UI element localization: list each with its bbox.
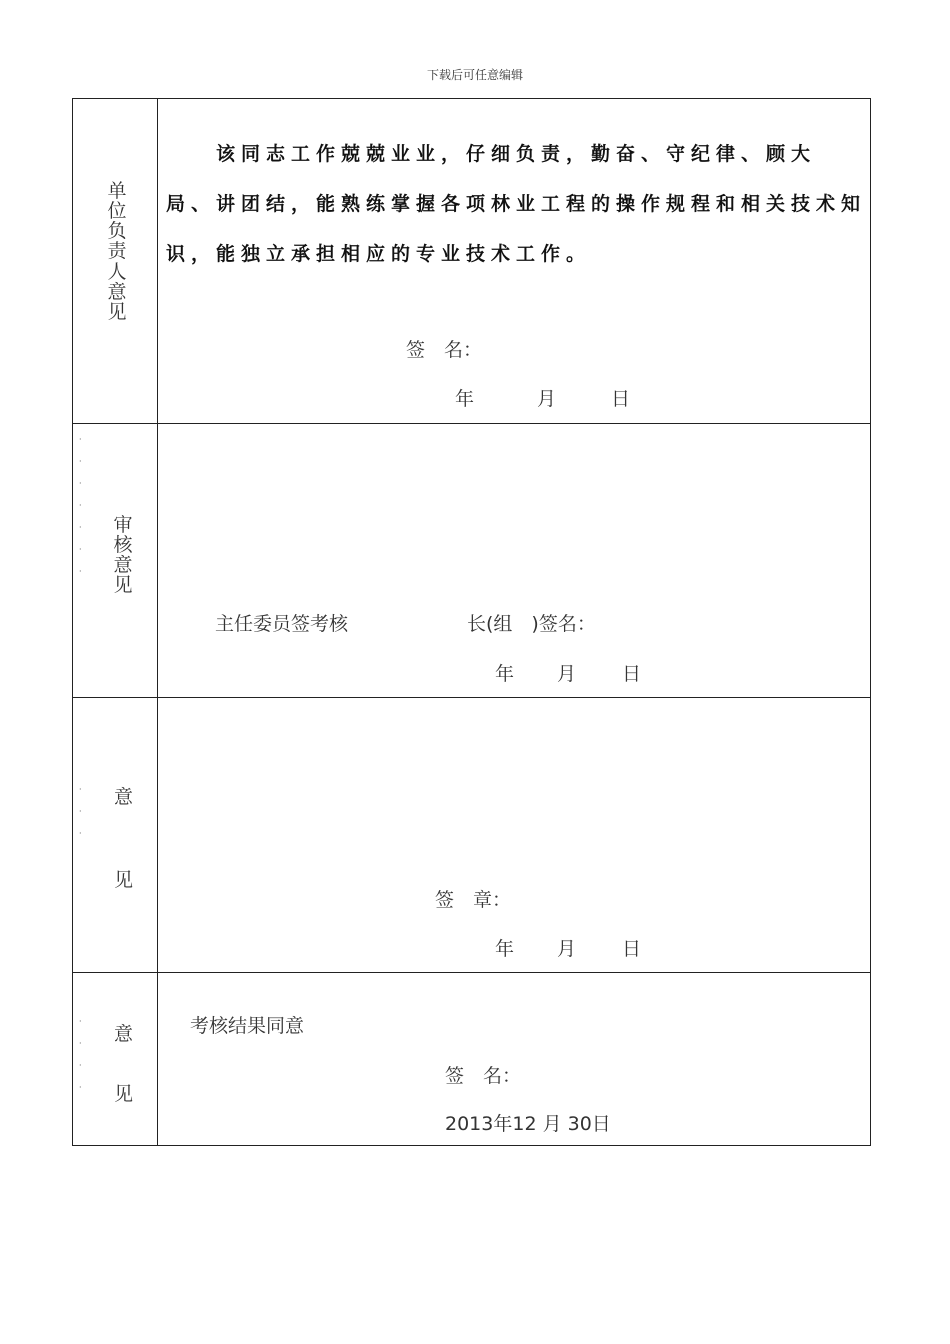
label-char: 意 (113, 554, 133, 577)
review-date-year: 年 (495, 663, 515, 685)
appraisal-form-table (72, 98, 871, 1146)
row-divider (73, 972, 870, 973)
section4-sign-label: 签 名： (445, 1065, 522, 1087)
review-sign-label: 长(组 )签名： (467, 613, 596, 635)
section4-label-top: 意 (114, 1023, 134, 1045)
header-note: 下载后可任意编辑 (426, 68, 523, 82)
unit-leader-label (105, 181, 129, 322)
review-label (111, 515, 135, 596)
unit-leader-date-year: 年 (455, 388, 475, 410)
label-char: 责 (107, 240, 127, 263)
unit-leader-sign-label: 签 名： (406, 339, 483, 361)
section3-label-bottom: 见 (114, 869, 134, 891)
unit-leader-opinion-text: 该同志工作兢兢业业，仔细负责，勤奋、守纪律、顾大局、讲团结，能熟练掌握各项林业工程的操作规程和相关技术知识，能独立承担相应的专业技术工作。 (166, 143, 867, 265)
review-date-day: 日 (622, 663, 642, 685)
decorative-dots: · · · · · · · (79, 435, 82, 576)
label-char: 核 (113, 534, 133, 557)
review-date-month: 月 (557, 663, 577, 685)
section3-label-top: 意 (114, 786, 134, 808)
section4-label-bottom: 见 (114, 1083, 134, 1105)
row-divider (73, 423, 870, 424)
label-char: 见 (107, 300, 127, 323)
label-char: 审 (113, 514, 133, 536)
label-char: 负 (107, 220, 127, 243)
row-divider (73, 697, 870, 698)
section3-date-month: 月 (557, 938, 577, 960)
section3-seal-label: 签 章： (435, 889, 512, 911)
label-char: 人 (107, 260, 127, 283)
label-char: 见 (113, 574, 133, 597)
section4-result-text: 考核结果同意 (190, 1015, 305, 1037)
label-char: 意 (107, 280, 127, 303)
section3-date-year: 年 (495, 938, 515, 960)
section3-date-day: 日 (622, 938, 642, 960)
section4-date: 2013年12 月 30日 (445, 1113, 611, 1135)
column-divider (157, 99, 158, 1145)
review-left-text: 主任委员签考核 (215, 613, 349, 635)
label-char: 单 (107, 180, 127, 202)
decorative-dots: · · · · (79, 1017, 82, 1092)
unit-leader-date-day: 日 (611, 388, 631, 410)
label-char: 位 (107, 200, 127, 223)
unit-leader-date-month: 月 (537, 388, 557, 410)
decorative-dots: · · · (79, 785, 82, 838)
